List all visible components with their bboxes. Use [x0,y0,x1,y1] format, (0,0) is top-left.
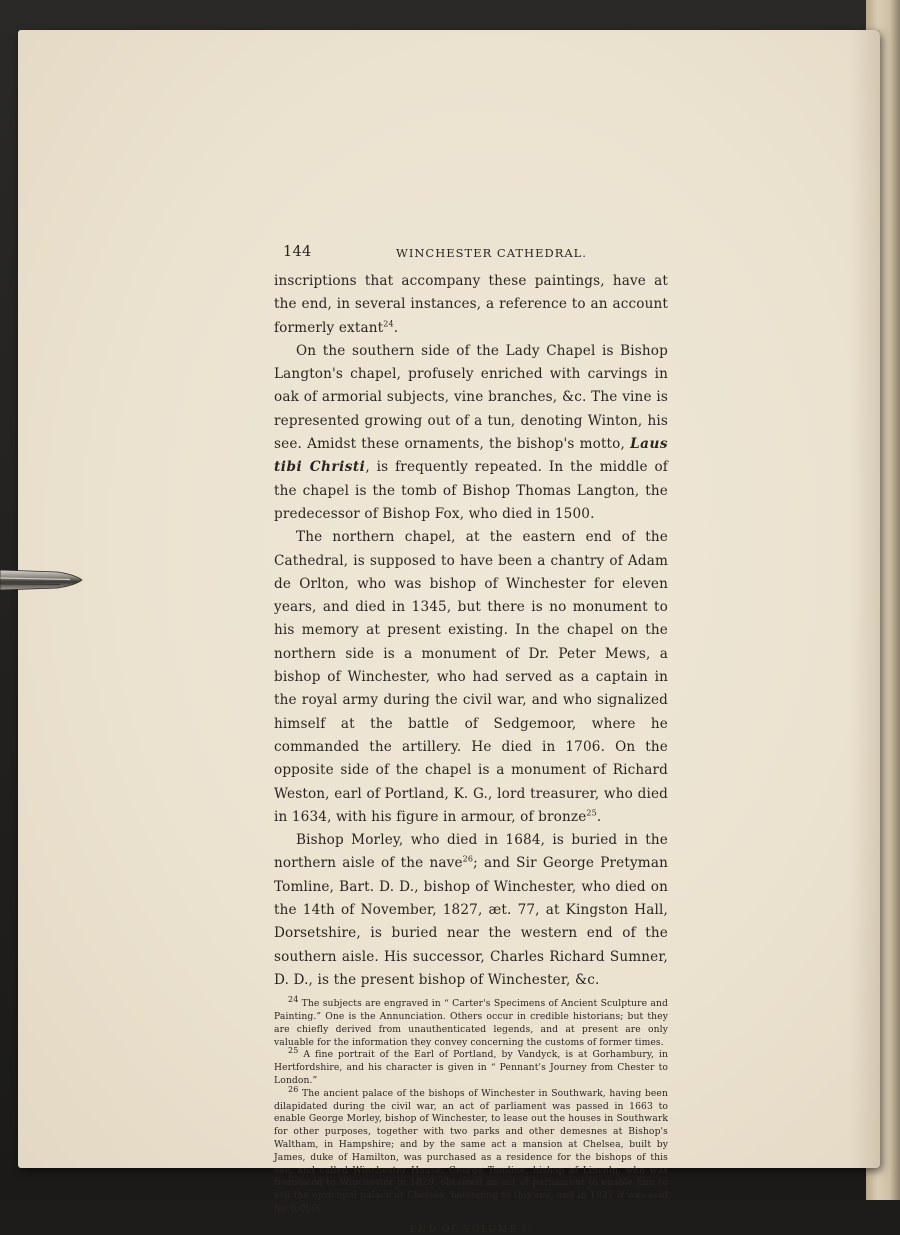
footnote-number: 24 [288,995,299,1005]
running-head [274,242,668,266]
page-content [274,242,668,1235]
footnote [274,1046,668,1087]
footnote [274,1084,668,1216]
page-number: 144 [283,244,312,260]
footnote-text: The subjects are engraved in “ Carter's Specimens of Ancient Sculpture and Painting.” One is the Annunciation. Others occur in credible historians; but they are chiefly derived from unauthenticated legends, and at present are only valuable for the information they convey concerning the customs of former times. [274,998,668,1048]
paragraph-4-text-a: Bishop Morley, who died in 1684, is buried in the northern aisle of the nave [274,832,668,872]
paragraph-2-text-a: On the southern side of the Lady Chapel is Bishop Langton's chapel, profusely enriched with carvings in oak of armorial subjects, vine branches, &c. The vine is represented growing out of a tun, denoting Winton, his see. Amidst these ornaments, the bishop's motto, [274,342,668,453]
body-text [274,270,668,992]
paragraph-1-tail: . [393,319,399,336]
paragraph-1 [274,270,668,340]
paragraph-1-text: inscriptions that accompany these paintings, have at the end, in several instances, a reference to an account formerly extant [274,273,668,336]
paragraph-4-text-b: ; and Sir George Pretyman Tomline, Bart. D. D., bishop of Winchester, who died on the 14th of November, 1827, æt. 77, at Kingston Hall, Dorsetshire, is buried near the western end of the southern aisle. His successor, Charles Richard Sumner, D. D., is the present bishop of Winchester, &c. [274,855,668,988]
footnote [274,995,668,1049]
footnote-ref-26: 26 [462,854,474,864]
running-title: WINCHESTER CATHEDRAL. [396,246,587,260]
paragraph-3 [274,526,668,829]
footnote-number: 26 [288,1084,299,1094]
end-of-volume: END OF VOLUME I. [409,1223,533,1235]
paragraph-3-text: The northern chapel, at the eastern end of the Cathedral, is supposed to have been a chantry of Adam de Orlton, who was bishop of Winchester for eleven years, and died in 1345, but there is no monument to his memory at present existing. In the chapel on the northern side is a monument of Dr. Peter Mews, a bishop of Winchester, who had served as a captain in the royal army during the civil war, and who signalized himself at the battle of Sedgemoor, where he commanded the artillery. He died in 1706. On the opposite side of the chapel is a monument of Richard Weston, earl of Portland, K. G., lord treasurer, who died in 1634, with his figure in armour, of bronze [274,529,668,825]
footnote-ref-25: 25 [586,808,597,818]
paragraph-4 [274,829,668,992]
footnote-number: 25 [288,1046,299,1056]
footnote-text: A fine portrait of the Earl of Portland, by Vandyck, is at Gorhambury, in Hertfordshire, and his character is given in “ Pennant's Journey from Chester to London.” [274,1049,668,1086]
footnotes [274,995,668,1216]
footnote-text: The ancient palace of the bishops of Winchester in Southwark, having been dilapidated during the civil war, an act of parliament was passed in 1663 to enable George Morley, bishop of Winchester, to lease out the houses in Southwark for other purposes, together with two parks and other demesnes at Bishop's Waltham, in Hampshire; and by the same act a mansion at Chelsea, built by James, duke of Hamilton, was purchased as a residence for the bishops of this see, and called Winchester House. George Tomline, bishop of Lincoln, who was translated to Winchester in 1820, obtained an act of parliament to enable him to sell the episcopal palace at Chelsea, belonging to this see, and in 1821 it was sold for 6,000l. [274,1087,668,1214]
paragraph-2 [274,340,668,526]
paragraph-2-text-b: , is frequently repeated. In the middle of the chapel is the tomb of Bishop Thomas Langton, the predecessor of Bishop Fox, who died in 1500. [274,459,668,522]
footnote-ref-24: 24 [383,319,394,329]
pen-nib-icon [0,566,84,594]
blackletter-motto: Laus tibi Christi [274,436,668,476]
paragraph-3-tail: . [596,808,602,825]
